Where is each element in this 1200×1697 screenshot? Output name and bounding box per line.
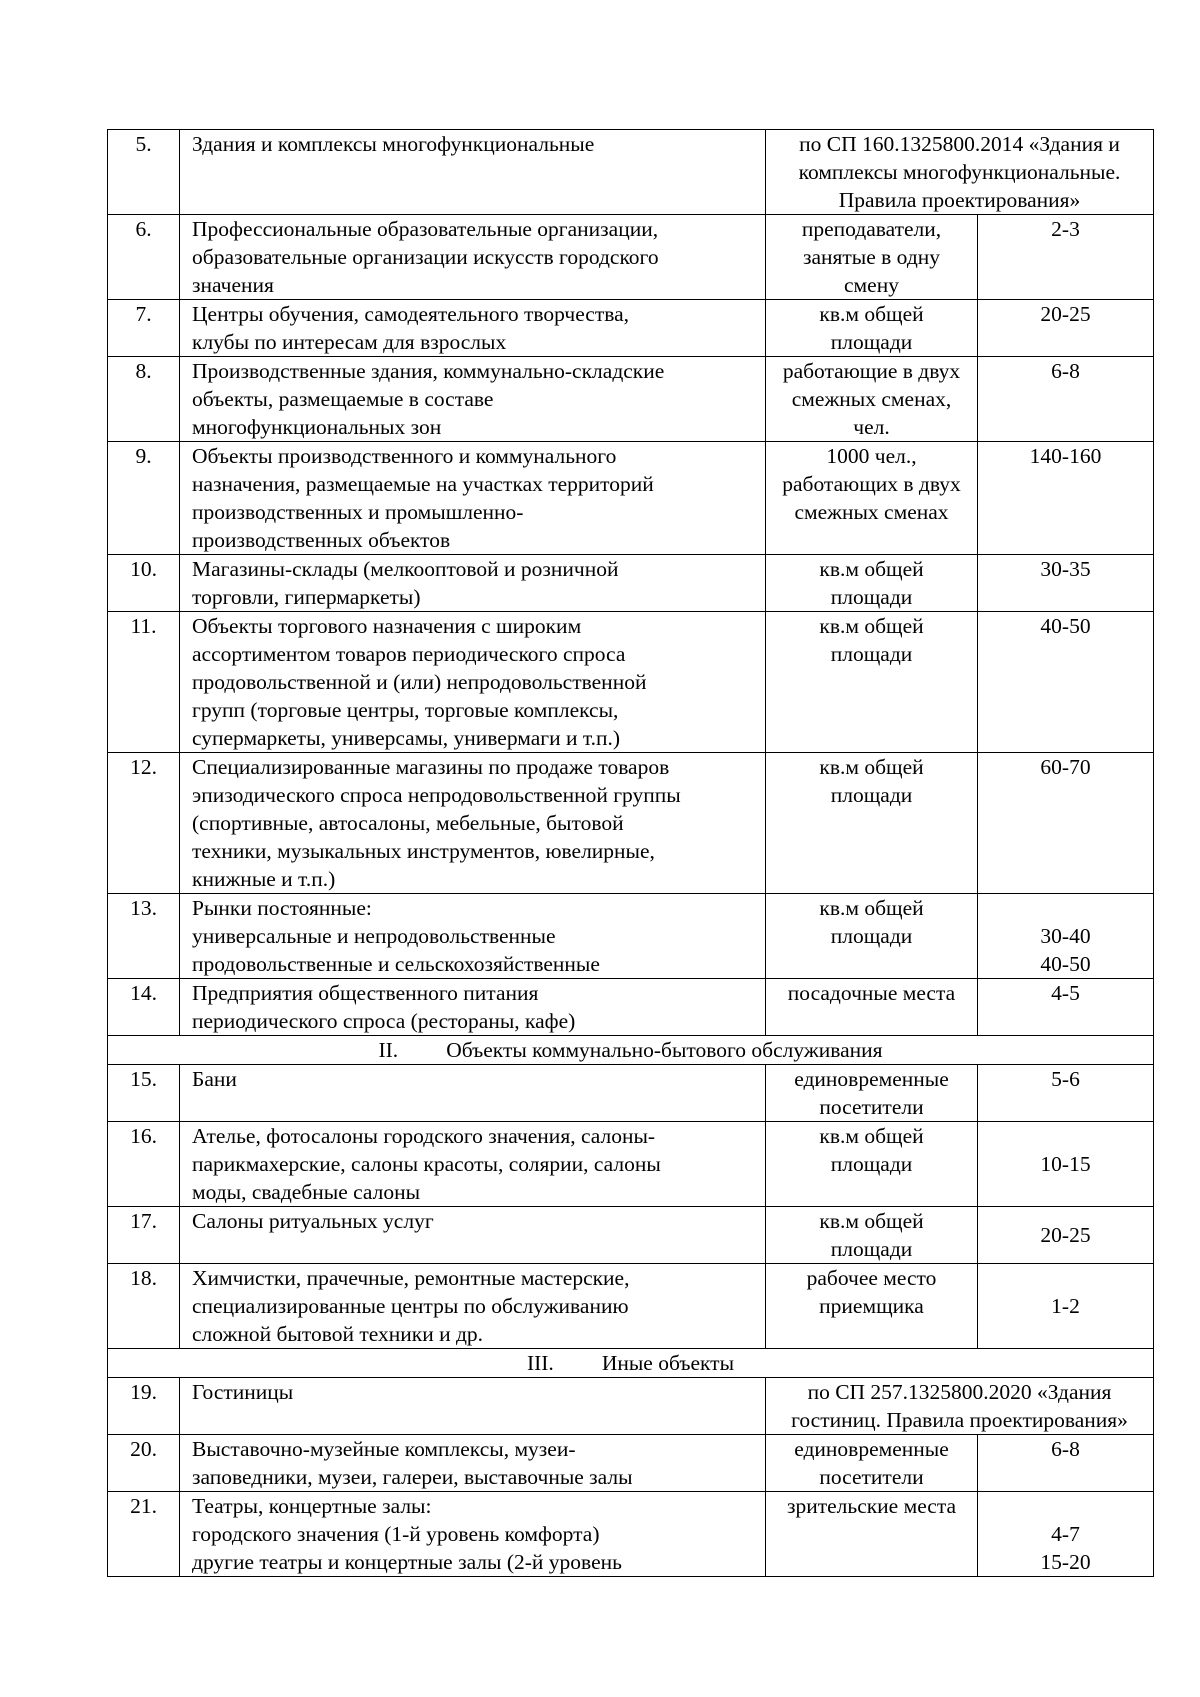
object-name-line: продовольственной и (или) непродовольственной <box>192 670 647 694</box>
object-name <box>180 979 766 1036</box>
norm-value <box>978 555 1154 612</box>
object-name <box>180 612 766 753</box>
object-name-line: Профессиональные образовательные организации, <box>192 217 659 241</box>
norm-value <box>978 1492 1154 1577</box>
unit-of-measure <box>766 1207 978 1264</box>
object-name-line: Салоны ритуальных услуг <box>192 1209 434 1233</box>
object-name-line: заповедники, музеи, галереи, выставочные залы <box>192 1465 633 1489</box>
object-name <box>180 753 766 894</box>
row-number: 8. <box>108 357 180 442</box>
row-number: 6. <box>108 215 180 300</box>
unit-line: кв.м общей <box>819 302 924 326</box>
unit-line: кв.м общей <box>819 614 924 638</box>
unit-line: смену <box>844 273 899 297</box>
object-name-line: супермаркеты, универсамы, универмаги и т.п.) <box>192 726 621 750</box>
section-title: Иные объекты <box>601 1351 735 1375</box>
unit-of-measure <box>766 1435 978 1492</box>
unit-of-measure <box>766 612 978 753</box>
unit-of-measure <box>766 215 978 300</box>
row-number: 18. <box>108 1264 180 1349</box>
norm-value-line: 15-20 <box>1040 1550 1091 1574</box>
unit-of-measure <box>766 300 978 357</box>
object-name-line: назначения, размещаемые на участках территорий <box>192 472 654 496</box>
norm-value-line <box>978 1264 1153 1292</box>
object-name <box>180 555 766 612</box>
unit-line: работающих в двух <box>782 472 961 496</box>
section-heading <box>108 1036 1154 1065</box>
norm-value-line: 20-25 <box>1040 302 1091 326</box>
object-name-line: Химчистки, прачечные, ремонтные мастерские, <box>192 1266 630 1290</box>
norms-table-body <box>108 130 1154 1577</box>
row-number: 15. <box>108 1065 180 1122</box>
object-name-line: продовольственные и сельскохозяйственные <box>192 952 600 976</box>
object-name-line: книжные и т.п.) <box>192 867 336 891</box>
norm-value-line: 6-8 <box>1051 359 1080 383</box>
unit-of-measure <box>766 1264 978 1349</box>
norm-value <box>978 1435 1154 1492</box>
table-row <box>108 357 1154 442</box>
row-number: 16. <box>108 1122 180 1207</box>
object-name-line: моды, свадебные салоны <box>192 1180 421 1204</box>
table-row <box>108 1207 1154 1264</box>
table-row <box>108 130 1154 215</box>
row-number: 10. <box>108 555 180 612</box>
section-row <box>108 1349 1154 1378</box>
row-number: 13. <box>108 894 180 979</box>
unit-line: площади <box>830 783 913 807</box>
table-row <box>108 442 1154 555</box>
object-name-line: парикмахерские, салоны красоты, солярии, салоны <box>192 1152 661 1176</box>
object-name-line: универсальные и непродовольственные <box>192 924 556 948</box>
norm-value-line <box>978 1492 1153 1520</box>
norm-value-line: 30-40 <box>1040 924 1091 948</box>
norm-value-line: 140-160 <box>1029 444 1102 468</box>
unit-line: смежных сменах, <box>791 387 952 411</box>
object-name <box>180 894 766 979</box>
unit-line: смежных сменах <box>794 500 949 524</box>
unit-of-measure <box>766 894 978 979</box>
object-name <box>180 1122 766 1207</box>
unit-of-measure <box>766 753 978 894</box>
object-name-line: Здания и комплексы многофункциональные <box>192 132 595 156</box>
norm-value <box>978 1122 1154 1207</box>
unit-line: посадочные места <box>787 981 956 1005</box>
unit-line: площади <box>830 924 913 948</box>
unit-line: приемщика <box>819 1294 924 1318</box>
norm-value-line: 60-70 <box>1040 755 1091 779</box>
object-name-line: сложной бытовой техники и др. <box>192 1322 484 1346</box>
object-name-line: Бани <box>192 1067 237 1091</box>
unit-line: работающие в двух <box>782 359 961 383</box>
norm-value <box>978 894 1154 979</box>
object-name-line: другие театры и концертные залы (2-й уровень <box>192 1550 622 1574</box>
unit-of-measure <box>766 1122 978 1207</box>
object-name-line: торговли, гипермаркеты) <box>192 585 421 609</box>
object-name <box>180 1065 766 1122</box>
unit-of-measure <box>766 442 978 555</box>
unit-line: кв.м общей <box>819 1209 924 1233</box>
norm-value <box>978 357 1154 442</box>
section-title: Объекты коммунально-бытового обслуживания <box>446 1038 883 1062</box>
norm-reference <box>766 130 1154 215</box>
norm-value-line: 1-2 <box>1051 1294 1080 1318</box>
norm-value-line: 5-6 <box>1051 1067 1080 1091</box>
object-name-line: Гостиницы <box>192 1380 294 1404</box>
row-number: 17. <box>108 1207 180 1264</box>
object-name-line: эпизодического спроса непродовольственной группы <box>192 783 681 807</box>
row-number: 7. <box>108 300 180 357</box>
object-name-line: специализированные центры по обслуживанию <box>192 1294 629 1318</box>
norm-value-line: 4-7 <box>1051 1522 1080 1546</box>
object-name-line: Центры обучения, самодеятельного творчества, <box>192 302 630 326</box>
unit-line: площади <box>830 1152 913 1176</box>
object-name-line: Театры, концертные залы: <box>192 1494 432 1518</box>
object-name-line: Ателье, фотосалоны городского значения, салоны- <box>192 1124 656 1148</box>
object-name-line: (спортивные, автосалоны, мебельные, бытовой <box>192 811 624 835</box>
object-name-line: Объекты торгового назначения с широким <box>192 614 582 638</box>
object-name <box>180 1378 766 1435</box>
object-name <box>180 1435 766 1492</box>
table-row <box>108 555 1154 612</box>
norm-value-line: 40-50 <box>1040 952 1091 976</box>
unit-line: 1000 чел., <box>826 444 917 468</box>
object-name <box>180 300 766 357</box>
norm-value-line: 20-25 <box>1040 1223 1091 1247</box>
norms-table <box>107 129 1154 1577</box>
unit-of-measure <box>766 1065 978 1122</box>
unit-line: преподаватели, <box>801 217 942 241</box>
row-number: 14. <box>108 979 180 1036</box>
object-name-line: производственных и промышленно- <box>192 500 524 524</box>
unit-line: площади <box>830 1237 913 1261</box>
object-name <box>180 215 766 300</box>
unit-line: кв.м общей <box>819 755 924 779</box>
unit-of-measure <box>766 1492 978 1577</box>
unit-line: посетители <box>819 1465 924 1489</box>
norm-reference <box>766 1378 1154 1435</box>
object-name-line: Магазины-склады (мелкооптовой и розничной <box>192 557 619 581</box>
table-row <box>108 300 1154 357</box>
table-row <box>108 215 1154 300</box>
norm-value-line: 4-5 <box>1051 981 1080 1005</box>
object-name-line: Рынки постоянные: <box>192 896 372 920</box>
norm-reference-line: Правила проектирования» <box>838 188 1081 212</box>
unit-line: кв.м общей <box>819 1124 924 1148</box>
object-name-line: объекты, размещаемые в составе <box>192 387 494 411</box>
unit-line: рабочее место <box>806 1266 937 1290</box>
row-number: 21. <box>108 1492 180 1577</box>
section-row <box>108 1036 1154 1065</box>
unit-of-measure <box>766 357 978 442</box>
row-number: 20. <box>108 1435 180 1492</box>
table-row <box>108 979 1154 1036</box>
row-number: 5. <box>108 130 180 215</box>
table-row <box>108 753 1154 894</box>
table-row <box>108 612 1154 753</box>
row-number: 11. <box>108 612 180 753</box>
object-name-line: техники, музыкальных инструментов, ювелирные, <box>192 839 655 863</box>
unit-line: площади <box>830 330 913 354</box>
norm-value <box>978 442 1154 555</box>
object-name-line: образовательные организации искусств городского <box>192 245 659 269</box>
object-name-line: Объекты производственного и коммунального <box>192 444 617 468</box>
norm-value-line: 10-15 <box>1040 1152 1091 1176</box>
norm-reference-line: по СП 257.1325800.2020 «Здания <box>807 1380 1112 1404</box>
unit-line: единовременные <box>794 1067 949 1091</box>
object-name <box>180 442 766 555</box>
row-number: 9. <box>108 442 180 555</box>
object-name-line: производственных объектов <box>192 528 451 552</box>
object-name-line: периодического спроса (рестораны, кафе) <box>192 1009 576 1033</box>
object-name-line: клубы по интересам для взрослых <box>192 330 507 354</box>
table-row <box>108 1378 1154 1435</box>
norm-value <box>978 1264 1154 1349</box>
norm-reference-line: по СП 160.1325800.2014 «Здания и <box>799 132 1120 156</box>
norm-value <box>978 1065 1154 1122</box>
norm-value <box>978 979 1154 1036</box>
norm-value <box>978 1207 1154 1264</box>
object-name-line: групп (торговые центры, торговые комплексы, <box>192 698 619 722</box>
unit-line: зрительские места <box>786 1494 957 1518</box>
norm-reference-line: комплексы многофункциональные. <box>798 160 1121 184</box>
section-heading <box>108 1349 1154 1378</box>
norm-value-line <box>978 894 1153 922</box>
norm-reference-line: гостиниц. Правила проектирования» <box>791 1408 1128 1432</box>
norm-value-line: 40-50 <box>1040 614 1091 638</box>
object-name <box>180 1264 766 1349</box>
norm-value <box>978 612 1154 753</box>
section-number: III. <box>526 1351 554 1375</box>
norm-value <box>978 215 1154 300</box>
unit-line: чел. <box>853 415 890 439</box>
object-name-line: городского значения (1-й уровень комфорта) <box>192 1522 600 1546</box>
object-name-line: многофункциональных зон <box>192 415 442 439</box>
norm-value-line <box>978 1122 1153 1150</box>
object-name-line: Предприятия общественного питания <box>192 981 539 1005</box>
table-row <box>108 1065 1154 1122</box>
unit-line: площади <box>830 642 913 666</box>
unit-line: единовременные <box>794 1437 949 1461</box>
object-name-line: значения <box>192 273 274 297</box>
norm-value-line: 2-3 <box>1051 217 1080 241</box>
row-number: 12. <box>108 753 180 894</box>
object-name-line: Выставочно-музейные комплексы, музеи- <box>192 1437 576 1461</box>
object-name <box>180 130 766 215</box>
norm-value-line: 6-8 <box>1051 1437 1080 1461</box>
unit-line: площади <box>830 585 913 609</box>
table-row <box>108 1122 1154 1207</box>
unit-of-measure <box>766 555 978 612</box>
object-name <box>180 357 766 442</box>
table-row <box>108 1435 1154 1492</box>
unit-line: кв.м общей <box>819 557 924 581</box>
table-row <box>108 1492 1154 1577</box>
norm-value-line: 30-35 <box>1040 557 1091 581</box>
norm-value <box>978 300 1154 357</box>
unit-line: занятые в одну <box>802 245 941 269</box>
object-name-line: Специализированные магазины по продаже товаров <box>192 755 670 779</box>
unit-line: кв.м общей <box>819 896 924 920</box>
object-name <box>180 1492 766 1577</box>
table-row <box>108 894 1154 979</box>
unit-of-measure <box>766 979 978 1036</box>
object-name-line: Производственные здания, коммунально-складские <box>192 359 665 383</box>
norm-value <box>978 753 1154 894</box>
unit-line: посетители <box>819 1095 924 1119</box>
object-name-line: ассортиментом товаров периодического спроса <box>192 642 626 666</box>
table-row <box>108 1264 1154 1349</box>
row-number: 19. <box>108 1378 180 1435</box>
object-name <box>180 1207 766 1264</box>
section-number: II. <box>378 1038 399 1062</box>
